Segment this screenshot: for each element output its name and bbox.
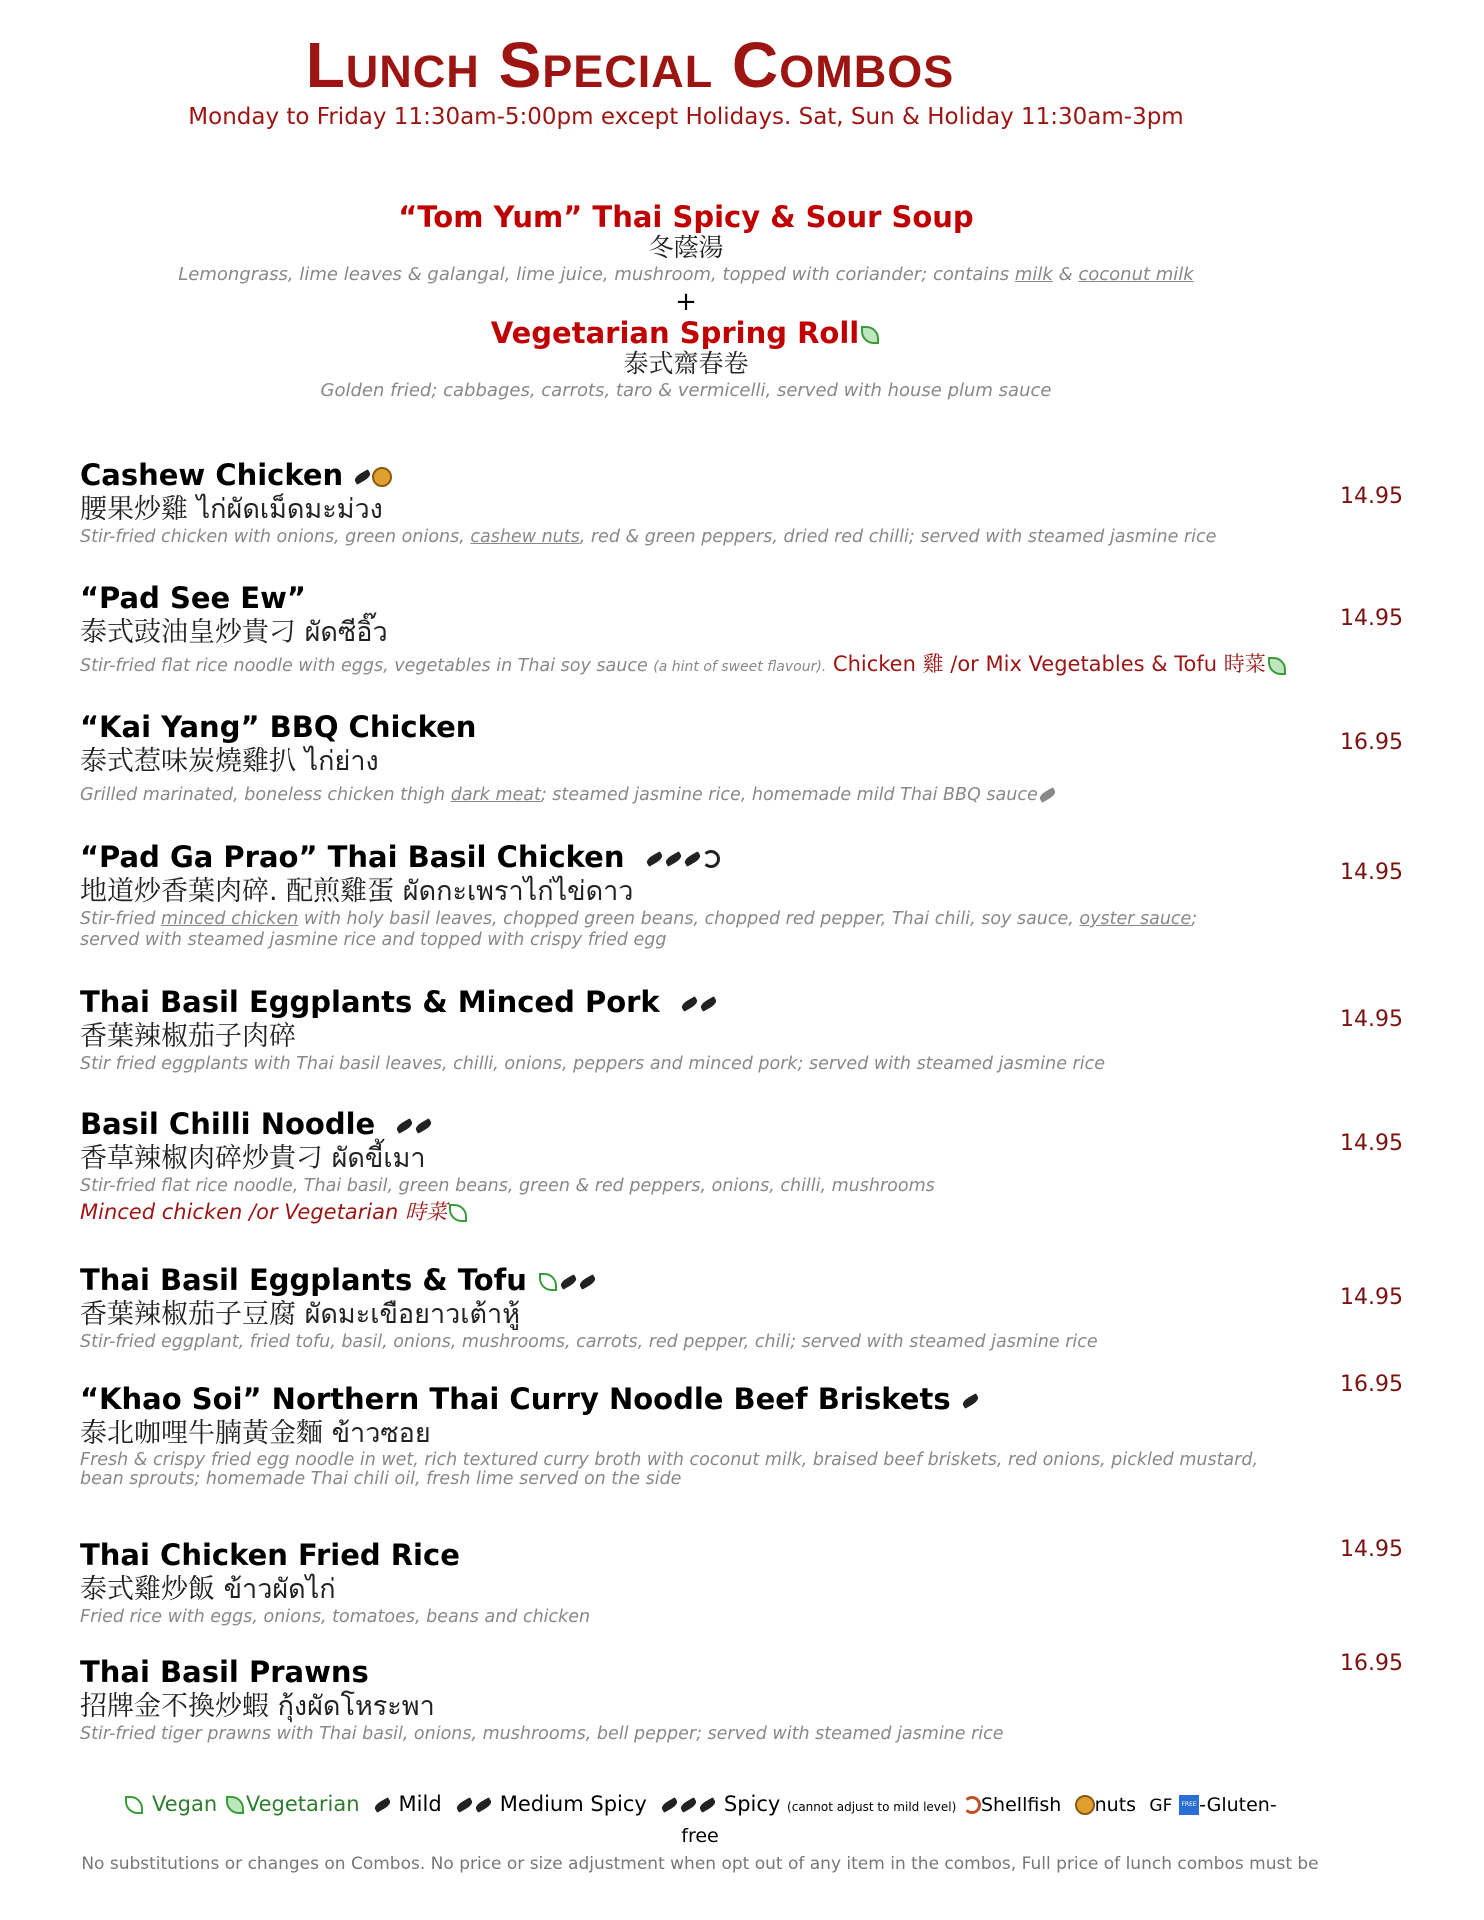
- item-chinese: 泰式豉油皇炒貴刁 ผัดซีอิ๊ว: [80, 617, 388, 648]
- menu-item-eggplant-tofu: [80, 1262, 1340, 1353]
- item-description: Stir-fried eggplant, fried tofu, basil, onions, mushrooms, carrots, red pepper, chili; served with steamed jasmine rice: [80, 1332, 1098, 1352]
- item-name: “Kai Yang” BBQ Chicken: [80, 710, 477, 744]
- item-chinese: 泰北咖哩牛腩黃金麵 ข้าวซอย: [80, 1418, 431, 1449]
- item-description: Grilled marinated, boneless chicken thigh dark meat; steamed jasmine rice, homemade mild Thai BBQ sauce: [80, 785, 1340, 806]
- item-description: Stir-fried chicken with onions, green onions, cashew nuts, red & green peppers, dried red chilli; served with steamed jasmine rice: [80, 527, 1217, 547]
- item-chinese: 香草辣椒肉碎炒貴刁 ผัดขี้เมา: [80, 1143, 426, 1174]
- item-price: 14.95: [1340, 1537, 1403, 1562]
- item-price: 16.95: [1340, 1651, 1403, 1676]
- starter-section: [0, 200, 1372, 404]
- item-price: 14.95: [1340, 484, 1403, 509]
- spring-roll-name: Vegetarian Spring Roll: [0, 316, 1372, 350]
- item-price: 16.95: [1340, 1372, 1403, 1397]
- chili-icon: [683, 851, 702, 866]
- item-chinese: 地道炒香葉肉碎. 配煎雞蛋 ผัดกะเพราไก่ไข่ดาว: [80, 876, 634, 907]
- vegan-icon: [539, 1273, 557, 1291]
- chili-icon: [415, 1118, 434, 1133]
- item-description: Stir-fried tiger prawns with Thai basil, onions, mushrooms, bell pepper; served with steamed jasmine rice: [80, 1724, 1004, 1744]
- legend-spicy-note: (cannot adjust to mild level): [787, 1800, 957, 1814]
- item-name: Cashew Chicken: [80, 457, 1340, 493]
- plus-sign: +: [675, 287, 697, 317]
- item-name: Thai Chicken Fried Rice: [80, 1538, 460, 1572]
- chili-icon: [664, 851, 683, 866]
- legend-gf-prefix: GF: [1149, 1796, 1173, 1816]
- legend-vegetarian: Vegetarian: [245, 1792, 360, 1816]
- page-title: Lunch Special Combos: [305, 29, 955, 101]
- menu-item-kai-yang: [80, 709, 1340, 806]
- menu-item-basil-chilli-noodle: [80, 1106, 1340, 1227]
- item-name: “Khao Soi” Northern Thai Curry Noodle Beef Briskets: [80, 1381, 1340, 1417]
- item-name: “Pad See Ew”: [80, 581, 306, 615]
- menu-item-eggplant-pork: [80, 984, 1340, 1075]
- item-name: Thai Basil Prawns: [80, 1655, 369, 1689]
- item-chinese: 泰式惹味炭燒雞扒 ไก่ย่าง: [80, 746, 379, 777]
- chili-icon: [645, 851, 664, 866]
- vegetarian-icon: [226, 1796, 244, 1814]
- menu-item-basil-prawns: [80, 1654, 1340, 1745]
- item-price: 14.95: [1340, 1007, 1403, 1032]
- legend-medium: Medium Spicy: [499, 1792, 647, 1816]
- item-description: Fried rice with eggs, onions, tomatoes, beans and chicken: [80, 1607, 591, 1627]
- legend-gluten: -Gluten-: [1199, 1794, 1277, 1816]
- nuts-icon: [1075, 1795, 1095, 1815]
- vegetarian-icon: [1268, 657, 1286, 675]
- menu-item-khao-soi: [80, 1381, 1340, 1489]
- legend-vegan: Vegan: [151, 1792, 218, 1816]
- legend-nuts: nuts: [1094, 1794, 1137, 1816]
- item-name: Thai Basil Eggplants & Minced Pork: [80, 984, 1340, 1020]
- spring-roll-description: Golden fried; cabbages, carrots, taro & vermicelli, served with house plum sauce: [320, 380, 1052, 401]
- chili-icon: [578, 1274, 597, 1289]
- item-price: 14.95: [1340, 1285, 1403, 1310]
- item-name: Basil Chilli Noodle: [80, 1106, 1340, 1142]
- item-price: 14.95: [1340, 606, 1403, 631]
- nuts-icon: [372, 467, 392, 487]
- chili-icon: [660, 1797, 679, 1812]
- menu-item-pad-see-ew: [80, 580, 1340, 681]
- chili-icon: [680, 996, 699, 1011]
- item-chinese: 招牌金不換炒蝦 กุ้งผัดโหระพา: [80, 1691, 435, 1722]
- chili-icon: [559, 1274, 578, 1289]
- legend: [80, 1790, 1320, 1850]
- gluten-free-icon: FREE: [1179, 1795, 1199, 1815]
- item-description: Stir-fried minced chicken with holy basil leaves, chopped green beans, chopped red pepper, Thai chili, soy sauce, oyster sauce; served with steamed jasmine rice and topped with crispy fried egg: [80, 909, 1198, 950]
- item-chinese: 泰式雞炒飯 ข้าวผัดไก่: [80, 1574, 336, 1605]
- vegan-icon: [449, 1204, 467, 1222]
- item-name: Thai Basil Eggplants & Tofu: [80, 1262, 1340, 1298]
- item-description: Stir-fried flat rice noodle with eggs, vegetables in Thai soy sauce (a hint of sweet flavour). Chicken 雞 /or Mix Vegetables & Tofu 時菜: [80, 650, 1340, 681]
- item-price: 14.95: [1340, 860, 1403, 885]
- legend-mild: Mild: [398, 1792, 442, 1816]
- chili-icon: [353, 469, 372, 484]
- chili-icon: [474, 1797, 493, 1812]
- item-name: “Pad Ga Prao” Thai Basil Chicken: [80, 839, 1340, 875]
- item-description: Fresh & crispy fried egg noodle in wet, rich textured curry broth with coconut milk, braised beef briskets, red onions, pickled mustard, bean sprouts; homemade Thai chili oil, fresh lime served on the side: [80, 1450, 1259, 1489]
- soup-name: “Tom Yum” Thai Spicy & Sour Soup: [398, 200, 974, 234]
- chili-icon: [961, 1393, 980, 1408]
- vegetarian-icon: [861, 326, 879, 344]
- item-chinese: 腰果炒雞 ไก่ผัดเม็ดมะม่วง: [80, 494, 383, 525]
- item-price: 16.95: [1340, 730, 1403, 755]
- footer-note: No substitutions or changes on Combos. No price or size adjustment when opt out of any item in the combos, Full price of lunch combos must be: [81, 1854, 1319, 1874]
- menu-item-cashew-chicken: [80, 457, 1340, 548]
- chili-icon: [698, 1797, 717, 1812]
- chili-icon: [699, 996, 718, 1011]
- menu-item-pad-ga-prao: [80, 839, 1340, 951]
- chili-icon: [373, 1797, 392, 1812]
- chili-icon: [679, 1797, 698, 1812]
- vegan-icon: [125, 1796, 143, 1814]
- item-price: 14.95: [1340, 1131, 1403, 1156]
- item-description: Stir fried eggplants with Thai basil leaves, chilli, onions, peppers and minced pork; served with steamed jasmine rice: [80, 1054, 1105, 1074]
- legend-shellfish: Shellfish: [981, 1794, 1062, 1816]
- hours-text: Monday to Friday 11:30am-5:00pm except Holidays. Sat, Sun & Holiday 11:30am-3pm: [188, 104, 1184, 130]
- soup-chinese: 冬蔭湯: [648, 233, 724, 262]
- soup-description: Lemongrass, lime leaves & galangal, lime juice, mushroom, topped with coriander; contains milk & coconut milk: [178, 264, 1194, 285]
- shellfish-icon: [963, 1796, 981, 1814]
- item-chinese: 香葉辣椒茄子肉碎: [80, 1021, 296, 1052]
- item-option: Minced chicken /or Vegetarian 時菜: [80, 1197, 1340, 1227]
- legend-gluten-free: free: [681, 1825, 719, 1847]
- chili-icon: [396, 1118, 415, 1133]
- chili-icon: [455, 1797, 474, 1812]
- item-chinese: 香葉辣椒茄子豆腐 ผัดมะเขือยาวเต้าหู้: [80, 1299, 521, 1330]
- item-description: Stir-fried flat rice noodle, Thai basil, green beans, green & red peppers, onions, chilli, mushrooms: [80, 1176, 935, 1196]
- mild-chili-icon: [1038, 787, 1057, 802]
- spring-roll-chinese: 泰式齋春卷: [623, 349, 749, 378]
- shellfish-icon: [702, 850, 720, 868]
- legend-spicy: Spicy: [723, 1792, 781, 1816]
- menu-item-chicken-fried-rice: [80, 1537, 1340, 1628]
